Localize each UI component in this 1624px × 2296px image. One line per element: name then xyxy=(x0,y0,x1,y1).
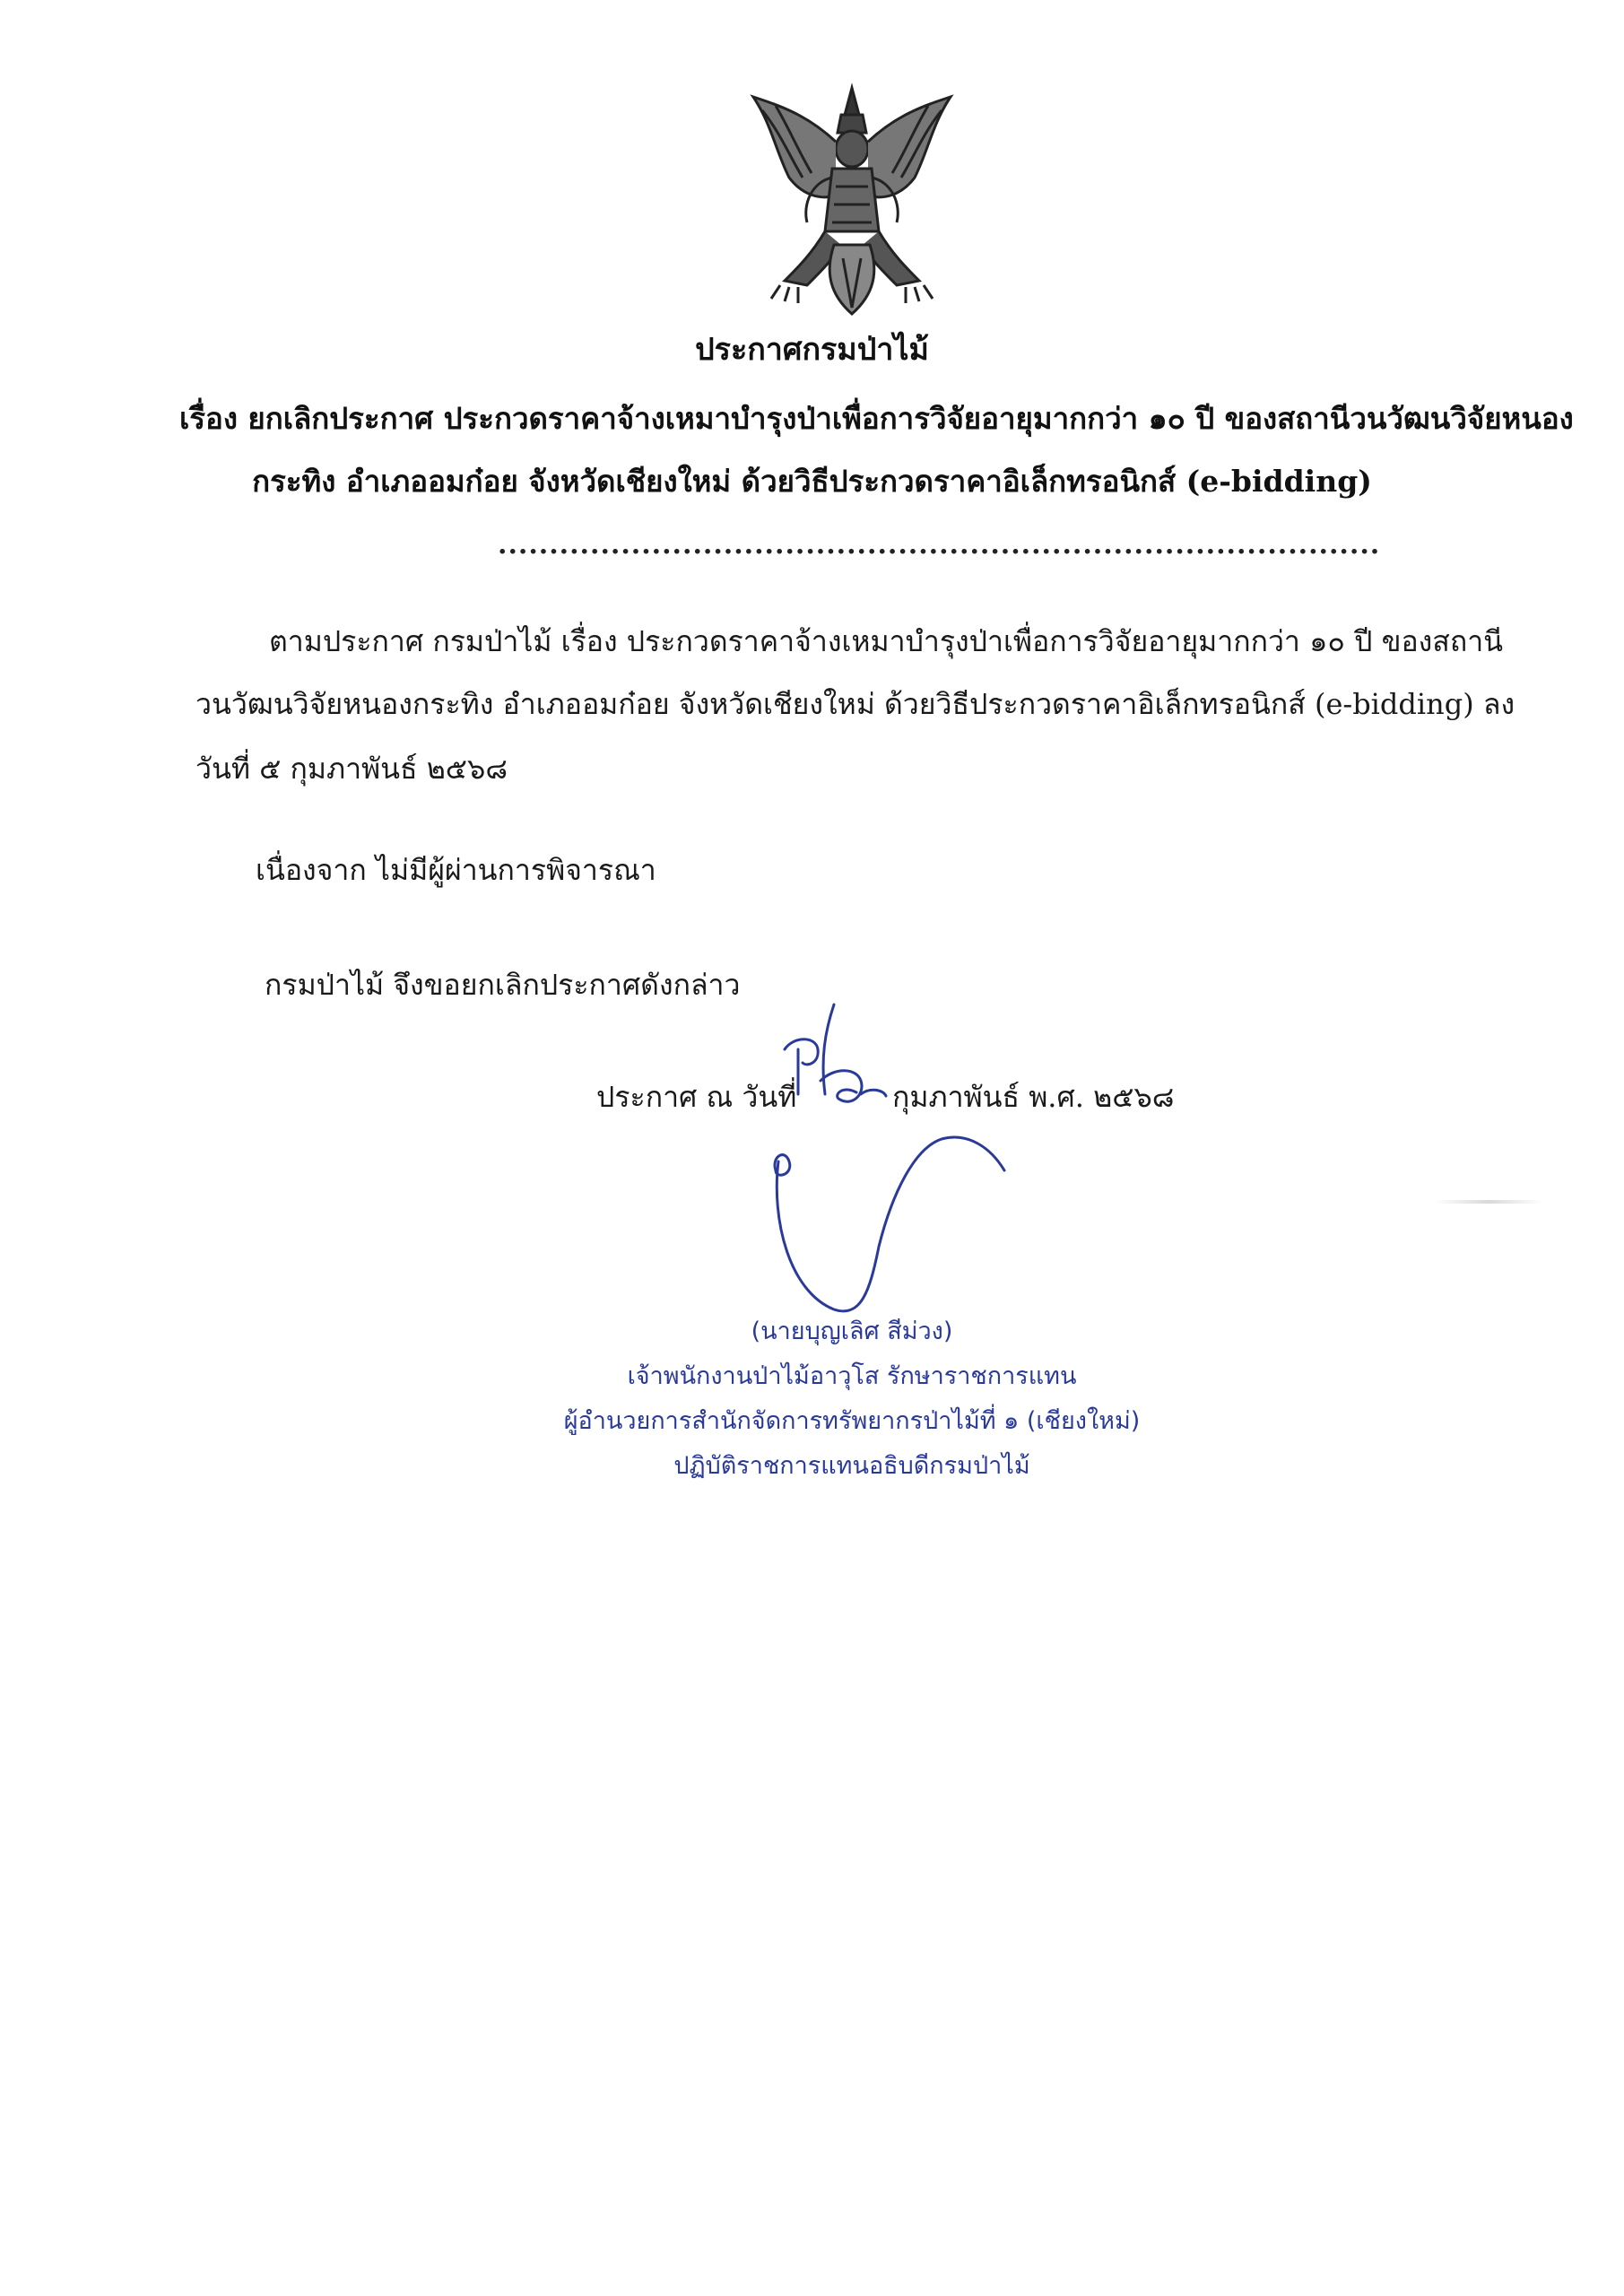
subject-line-2: กระทิง อำเภออมก๋อย จังหวัดเชียงใหม่ ด้วยวิธีประกวดราคาอิเล็กทรอนิกส์ (e-bidding) xyxy=(252,464,1372,499)
date-suffix: กุมภาพันธ์ พ.ศ. ๒๕๖๘ xyxy=(892,1080,1175,1114)
document-title: ประกาศกรมป่าไม้ xyxy=(695,332,929,368)
paragraph-1-line-3: วันที่ ๕ กุมภาพันธ์ ๒๕๖๘ xyxy=(195,752,508,786)
signatory-position-1: เจ้าพนักงานป่าไม้อาวุโส รักษาราชการแทน xyxy=(627,1362,1077,1390)
paragraph-1-line-1: ตามประกาศ กรมป่าไม้ เรื่อง ประกวดราคาจ้างเหมาบำรุงป่าเพื่อการวิจัยอายุมากกว่า ๑๐ ปี ของสถานี xyxy=(269,624,1504,658)
separator-dots: ...................................................................................... xyxy=(498,529,1381,561)
date-prefix: ประกาศ ณ วันที่ xyxy=(596,1080,797,1114)
signatory-position-2: ผู้อำนวยการสำนักจัดการทรัพยากรป่าไม้ที่ ๑ (เชียงใหม่) xyxy=(563,1407,1141,1435)
paragraph-1-line-2: วนวัฒนวิจัยหนองกระทิง อำเภออมก๋อย จังหวัดเชียงใหม่ ด้วยวิธีประกวดราคาอิเล็กทรอนิกส์ (e-bidding) ลง xyxy=(195,687,1515,721)
signature-icon xyxy=(735,1121,1058,1327)
signatory-name: (นายบุญเลิศ สีม่วง) xyxy=(751,1318,953,1345)
garuda-emblem-icon xyxy=(735,79,968,321)
handwritten-day-number xyxy=(771,996,897,1121)
paragraph-2: เนื่องจาก ไม่มีผู้ผ่านการพิจารณา xyxy=(256,853,656,887)
signatory-position-3: ปฏิบัติราชการแทนอธิบดีกรมป่าไม้ xyxy=(673,1452,1030,1480)
paragraph-3: กรมป่าไม้ จึงขอยกเลิกประกาศดังกล่าว xyxy=(265,968,741,1002)
subject-line-1: เรื่อง ยกเลิกประกาศ ประกวดราคาจ้างเหมาบำรุงป่าเพื่อการวิจัยอายุมากกว่า ๑๐ ปี ของสถานีวนวัฒนวิจัยหนอง xyxy=(179,401,1574,436)
scan-artifact xyxy=(1435,1200,1542,1204)
